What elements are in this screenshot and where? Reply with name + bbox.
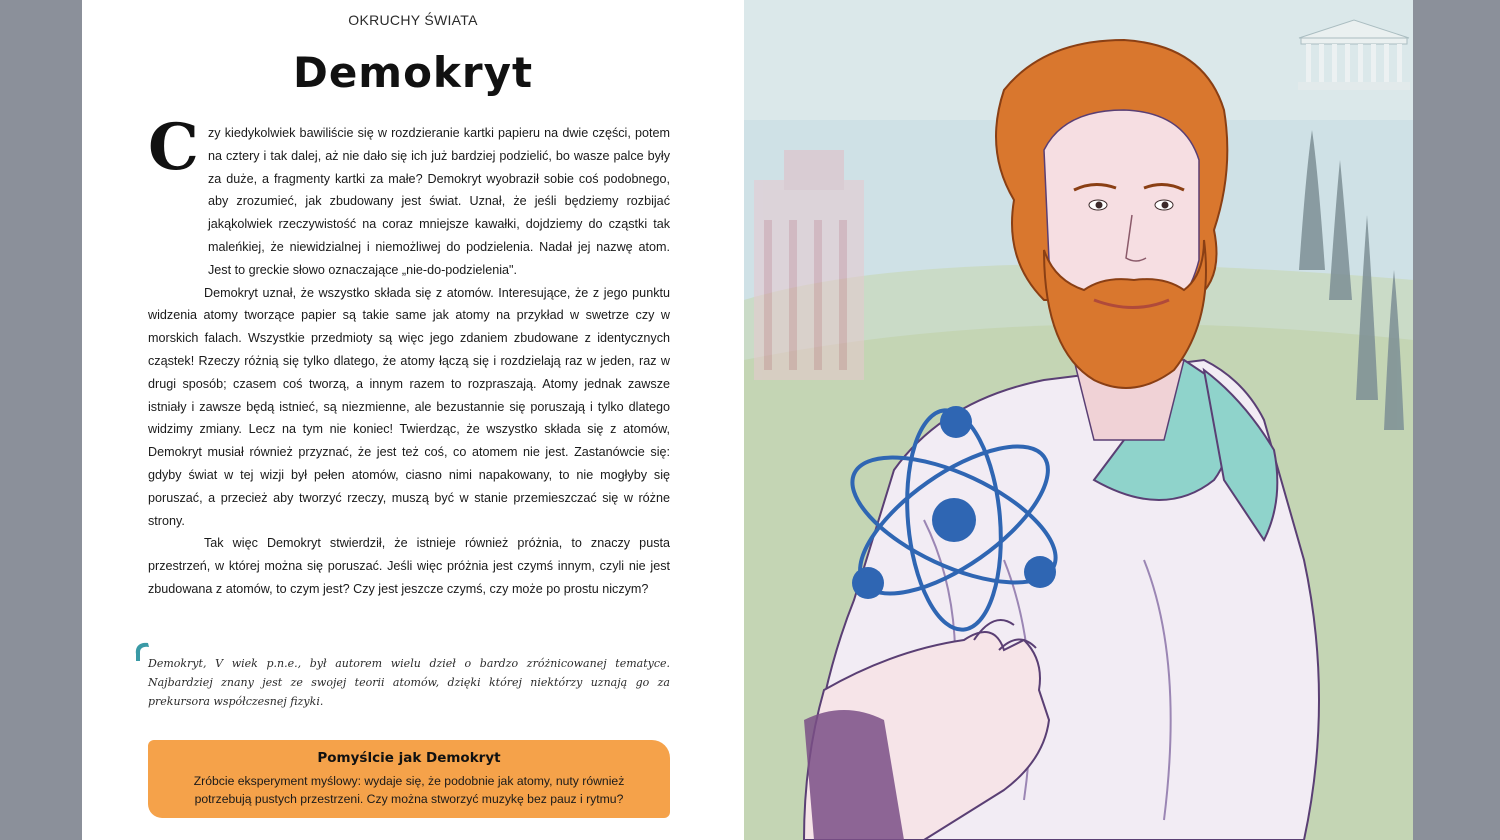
section-label: OKRUCHY ŚWIATA — [348, 12, 478, 28]
tip-title: Pomyślcie jak Demokryt — [317, 750, 501, 766]
democritus-illustration — [744, 0, 1413, 840]
paragraph-3: Tak więc Demokryt stwierdził, że istnieje również próżnia, to znaczy pusta przestrzeń, w której można się poruszać. Jeśli więc próżnia jest czymś innym, czyli nie jest zbudowana z atomów, to czym jest? Czy jest jeszcze czymś, czy może po prostu niczym? — [148, 536, 670, 596]
drop-cap: C — [148, 110, 199, 185]
caption: Demokryt, V wiek p.n.e., był autorem wielu dzieł o bardzo zróżnicowanej tematyce. Najbardziej znany jest ze swojej teorii atomów, dzięki której niektórzy uznają go za prekursora współczesnej fizyki. — [148, 657, 670, 708]
paragraph-2: Demokryt uznał, że wszystko składa się z atomów. Interesujące, że z jego punktu widzenia atomy tworzące papier są takie same jak atomy na przykład w swetrze czy w morskich falach. Wszystkie przedmioty są więc jego zdaniem zbudowane z identycznych cząstek! Rzeczy różnią się tylko dlatego, że atomy łączą się i rozdzielają raz w jeden, raz w drugi sposób; czasem coś tworzą, a innym razem to rozpraszają. Atomy jednak zawsze istniały i zawsze będą istnieć, są niezmienne, ale bezustannie się poruszają i tylko dlatego widzimy zmiany. Lecz na tym nie koniec! Twierdząc, że wszystko składa się z atomów, Demokryt musiał również przyznać, że jest też coś, co atomem nie jest. Zastanówcie się: gdyby świat w tej wizji był pełen atomów, ciasno nimi napakowany, to nie mogłyby się poruszać, a przecież aby tworzyć rzeczy, muszą być w stanie przemieszczać się w różne strony. — [148, 285, 670, 528]
tip-text: Zróbcie eksperyment myślowy: wydaje się, że podobnie jak atomy, nuty również potrzebują pustych przestrzeni. Czy można stworzyć muzykę bez pauz i rytmu? — [193, 774, 625, 806]
tip-box — [148, 740, 670, 818]
paragraph-1-text: zy kiedykolwiek bawiliście się w rozdzieranie kartki papieru na dwie części, potem na cztery i tak dalej, aż nie dało się ich już bardziej podzielić, bo wasze palce były za duże, a fragmenty kartki za małe? Demokryt wyobraził sobie coś podobnego, aby zrozumieć, jak zbudowany jest świat. Uznał, że jeśli będziemy rozbijać jakąkolwiek rzeczywistość na coraz mniejsze kawałki, dojdziemy do cząstki tak maleńkiej, że niewidzialnej i niemożliwej do podzielenia. Nadał jej nazwę atom. Jest to greckie słowo oznaczające „nie-do-podzielenia". — [208, 126, 670, 277]
viewer-gutter-left — [0, 0, 82, 840]
paragraph-1 — [148, 122, 670, 282]
ruins — [754, 150, 864, 380]
article-body — [148, 122, 670, 601]
viewer-gutter-right — [1413, 0, 1500, 840]
article-title: Demokryt — [292, 48, 534, 97]
page-left — [82, 0, 744, 840]
illustration-page — [744, 0, 1413, 840]
